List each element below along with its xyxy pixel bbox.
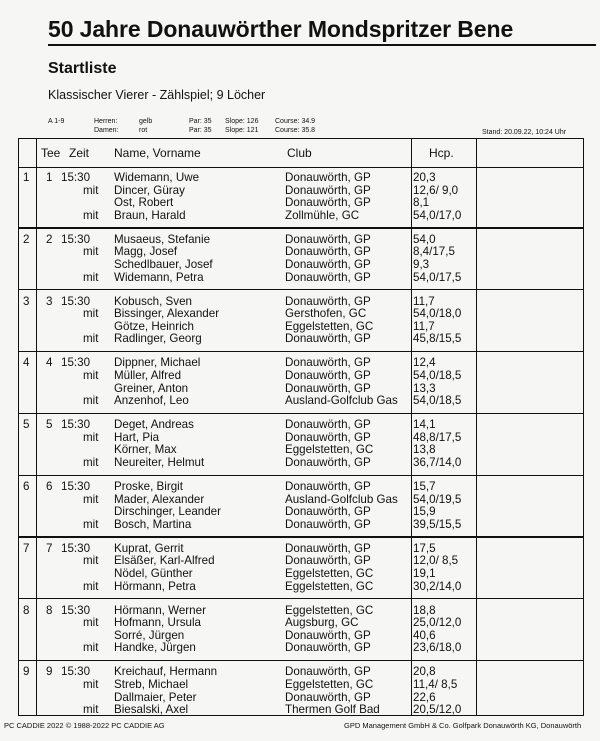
flight-time: 15:30 — [61, 665, 91, 679]
player-club: Donauwörth, GP — [285, 457, 371, 469]
player-club: Donauwörth, GP — [285, 431, 371, 444]
player-hcp: 20,8 — [413, 665, 436, 679]
player-name: Elsäßer, Karl-Alfred — [114, 555, 215, 568]
flight-divider — [19, 660, 583, 661]
player-hcp: 8,4/17,5 — [413, 245, 455, 259]
player-club: Donauwörth, GP — [285, 382, 371, 395]
player-club: Donauwörth, GP — [285, 333, 371, 346]
player-name: Kuprat, Gerrit — [114, 542, 184, 555]
flight-divider — [19, 598, 583, 599]
player-name: Götze, Heinrich — [114, 320, 194, 333]
flight-number: 8 — [23, 603, 30, 617]
flight-divider — [19, 227, 583, 228]
partner-marker: mit — [83, 394, 99, 408]
player-name: Bissinger, Alexander — [114, 308, 220, 321]
damen-tee: rot — [139, 127, 148, 134]
player-club: Donauwörth, GP — [285, 518, 371, 531]
herren-tee: gelb — [139, 118, 153, 125]
player-hcp: 13,3 — [413, 381, 436, 395]
player-club: Donauwörth, GP — [285, 555, 371, 568]
player-name: Kobusch, Sven — [114, 295, 192, 308]
partner-marker: mit — [83, 430, 99, 444]
player-name: Magg, Josef — [114, 246, 178, 259]
partner-marker: mit — [83, 492, 99, 506]
flight-number: 5 — [23, 418, 30, 432]
player-club: Eggelstetten, GC — [285, 444, 374, 457]
flight-divider — [19, 413, 583, 414]
flight-time: 15:30 — [61, 171, 91, 184]
player-hcp: 54,0/18,5 — [413, 369, 462, 382]
player-name: Greiner, Anton — [114, 382, 189, 395]
damen-course: Course: 35.8 — [275, 127, 316, 134]
player-hcp: 30,2/14,0 — [413, 579, 462, 593]
flight-tee: 7 — [46, 541, 53, 555]
player-hcp: 54,0/18,0 — [413, 307, 462, 321]
player-name: Hörmann, Werner — [114, 604, 206, 617]
partner-marker: mit — [83, 554, 99, 568]
flight-number: 4 — [23, 356, 30, 370]
player-name: Bosch, Martina — [114, 518, 192, 531]
flight-time: 15:30 — [61, 232, 91, 246]
player-hcp: 54,0/19,5 — [413, 492, 462, 506]
player-hcp: 9,3 — [413, 258, 430, 271]
player-club: Ausland-Golfclub Gas — [285, 395, 398, 408]
player-hcp: 11,7 — [413, 319, 435, 333]
flight-tee: 6 — [46, 480, 53, 493]
player-hcp: 12,4 — [413, 356, 436, 370]
player-name: Mader, Alexander — [114, 493, 205, 506]
stand-timestamp: Stand: 20.09.22, 10:24 Uhr — [482, 129, 567, 136]
player-name: Proske, Birgit — [114, 481, 183, 493]
player-club: Donauwörth, GP — [285, 357, 371, 370]
player-club: Donauwörth, GP — [285, 666, 371, 679]
flight-tee: 8 — [46, 603, 53, 617]
player-name: Braun, Harald — [114, 209, 186, 222]
player-name: Hart, Pia — [114, 431, 160, 444]
player-name: Radlinger, Georg — [114, 333, 202, 346]
partner-marker: mit — [83, 579, 99, 593]
player-club: Donauwörth, GP — [285, 197, 371, 210]
damen-par: Par: 35 — [189, 127, 212, 134]
player-club: Donauwörth, GP — [285, 172, 371, 184]
partner-marker: mit — [83, 678, 99, 691]
flight-time: 15:30 — [61, 294, 91, 308]
player-hcp: 23,6/18,0 — [413, 641, 462, 655]
player-name: Dirschinger, Leander — [114, 506, 221, 519]
partner-marker: mit — [83, 703, 99, 717]
player-club: Donauwörth, GP — [285, 642, 371, 655]
partner-marker: mit — [83, 208, 99, 222]
column-divider — [476, 139, 477, 715]
partner-marker: mit — [83, 616, 99, 630]
player-club: Donauwörth, GP — [285, 629, 371, 642]
player-hcp: 11,4/ 8,5 — [413, 678, 458, 691]
partner-marker: mit — [83, 307, 99, 321]
player-name: Streb, Michael — [114, 679, 189, 691]
player-club: Donauwörth, GP — [285, 370, 371, 382]
column-header-name: Name, Vorname — [114, 146, 201, 160]
column-divider — [36, 139, 37, 715]
column-header-club: Club — [287, 146, 312, 160]
flight-tee: 3 — [46, 294, 53, 308]
player-club: Eggelstetten, GC — [285, 679, 374, 691]
player-name: Hofmann, Ursula — [114, 617, 201, 630]
flight-time: 15:30 — [61, 356, 91, 370]
player-club: Donauwörth, GP — [285, 506, 371, 519]
page-subtitle: Startliste — [48, 60, 117, 77]
herren-par: Par: 35 — [189, 118, 212, 125]
player-hcp: 11,7 — [413, 294, 435, 308]
flight-time: 15:30 — [61, 480, 91, 493]
player-name: Nödel, Günther — [114, 568, 193, 580]
player-name: Ost, Robert — [114, 197, 174, 210]
header-divider — [19, 167, 583, 168]
player-hcp: 54,0/17,0 — [413, 208, 462, 222]
column-header-hcp: Hcp. — [429, 146, 454, 160]
player-hcp: 20,3 — [413, 171, 436, 184]
flight-divider — [19, 289, 583, 290]
flight-number: 9 — [23, 665, 30, 679]
player-club: Eggelstetten, GC — [285, 568, 374, 580]
player-hcp: 54,0/17,5 — [413, 270, 462, 284]
footer-organizer: GPD Management GmbH & Co. Golfpark Donauwörth KG, Donauwörth — [344, 721, 582, 730]
player-hcp: 18,8 — [413, 603, 436, 617]
player-club: Donauwörth, GP — [285, 233, 371, 246]
flight-number: 2 — [23, 232, 30, 246]
player-hcp: 36,7/14,0 — [413, 456, 462, 469]
player-club: Ausland-Golfclub Gas — [285, 493, 398, 506]
player-hcp: 15,7 — [413, 480, 436, 493]
competition-description: Klassischer Vierer - Zählspiel; 9 Löcher — [48, 88, 266, 102]
player-club: Gersthofen, GC — [285, 308, 367, 321]
player-hcp: 22,6 — [413, 690, 436, 704]
player-hcp: 54,0 — [413, 232, 436, 246]
player-name: Handke, Jürgen — [114, 642, 196, 655]
player-club: Eggelstetten, GC — [285, 604, 374, 617]
flight-divider — [19, 536, 583, 537]
player-name: Müller, Alfred — [114, 370, 182, 382]
herren-course: Course: 34.9 — [275, 118, 316, 125]
player-name: Anzenhof, Leo — [114, 395, 189, 408]
holes-label: A 1-9 — [48, 118, 65, 125]
player-club: Eggelstetten, GC — [285, 580, 374, 593]
flight-time: 15:30 — [61, 541, 91, 555]
player-club: Donauwörth, GP — [285, 419, 371, 432]
player-club: Donauwörth, GP — [285, 295, 371, 308]
flight-number: 7 — [23, 541, 30, 555]
partner-marker: mit — [83, 456, 99, 469]
flight-divider — [19, 351, 583, 352]
flight-tee: 5 — [46, 418, 53, 432]
partner-marker: mit — [83, 641, 99, 655]
player-hcp: 8,1 — [413, 196, 430, 210]
player-hcp: 19,1 — [413, 567, 436, 580]
player-name: Deget, Andreas — [114, 419, 194, 432]
player-name: Biesalski, Axel — [114, 704, 189, 717]
title-underline — [48, 44, 596, 46]
player-club: Donauwörth, GP — [285, 246, 371, 259]
start-list-table — [18, 138, 584, 716]
flight-tee: 4 — [46, 356, 53, 370]
footer-copyright: PC CADDIE 2022 © 1988-2022 PC CADDIE AG — [4, 721, 165, 730]
player-hcp: 20,5/12,0 — [413, 703, 462, 717]
player-hcp: 25,0/12,0 — [413, 616, 462, 630]
player-name: Körner, Max — [114, 444, 177, 457]
page-title: 50 Jahre Donauwörther Mondspritzer Bene — [48, 16, 514, 42]
player-club: Eggelstetten, GC — [285, 320, 374, 333]
player-club: Donauwörth, GP — [285, 542, 371, 555]
player-hcp: 45,8/15,5 — [413, 332, 462, 346]
flight-time: 15:30 — [61, 418, 91, 432]
partner-marker: mit — [83, 245, 99, 259]
player-name: Widemann, Petra — [114, 271, 204, 284]
partner-marker: mit — [83, 183, 99, 197]
player-club: Zollmühle, GC — [285, 209, 360, 222]
player-name: Dallmaier, Peter — [114, 691, 197, 704]
player-name: Dincer, Güray — [114, 184, 185, 197]
player-club: Augsburg, GC — [285, 617, 359, 630]
flight-tee: 1 — [46, 171, 53, 184]
player-name: Schedlbauer, Josef — [114, 259, 213, 271]
player-hcp: 17,5 — [413, 541, 436, 555]
player-hcp: 14,1 — [413, 418, 436, 432]
partner-marker: mit — [83, 332, 99, 346]
flight-tee: 2 — [46, 232, 53, 246]
player-hcp: 13,8 — [413, 443, 436, 457]
player-hcp: 12,6/ 9,0 — [413, 183, 459, 197]
player-name: Widemann, Uwe — [114, 172, 200, 184]
partner-marker: mit — [83, 517, 99, 531]
partner-marker: mit — [83, 369, 99, 382]
player-name: Musaeus, Stefanie — [114, 233, 211, 246]
player-hcp: 40,6 — [413, 628, 436, 642]
player-club: Donauwörth, GP — [285, 481, 371, 493]
player-name: Hörmann, Petra — [114, 580, 196, 593]
column-header-time: Zeit — [69, 146, 90, 160]
player-name: Kreichauf, Hermann — [114, 666, 218, 679]
player-name: Dippner, Michael — [114, 357, 201, 370]
player-name: Sorré, Jürgen — [114, 629, 185, 642]
flight-time: 15:30 — [61, 603, 91, 617]
player-club: Donauwörth, GP — [285, 184, 371, 197]
player-name: Neureiter, Helmut — [114, 457, 205, 469]
damen-slope: Slope: 121 — [225, 127, 259, 134]
player-hcp: 54,0/18,5 — [413, 394, 462, 408]
player-club: Donauwörth, GP — [285, 259, 371, 271]
flight-number: 3 — [23, 294, 30, 308]
partner-marker: mit — [83, 270, 99, 284]
flight-tee: 9 — [46, 665, 53, 679]
player-hcp: 48,8/17,5 — [413, 430, 462, 444]
flight-number: 1 — [23, 171, 30, 184]
player-hcp: 15,9 — [413, 505, 436, 519]
player-club: Donauwörth, GP — [285, 691, 371, 704]
column-header-tee: Tee — [41, 146, 61, 160]
player-club: Thermen Golf Bad — [285, 704, 380, 717]
player-club: Donauwörth, GP — [285, 271, 371, 284]
damen-label: Damen: — [94, 127, 119, 134]
flight-number: 6 — [23, 480, 30, 493]
player-hcp: 12,0/ 8,5 — [413, 554, 459, 568]
player-hcp: 39,5/15,5 — [413, 517, 462, 531]
herren-slope: Slope: 126 — [225, 118, 259, 125]
flight-divider — [19, 475, 583, 476]
herren-label: Herren: — [94, 118, 118, 125]
